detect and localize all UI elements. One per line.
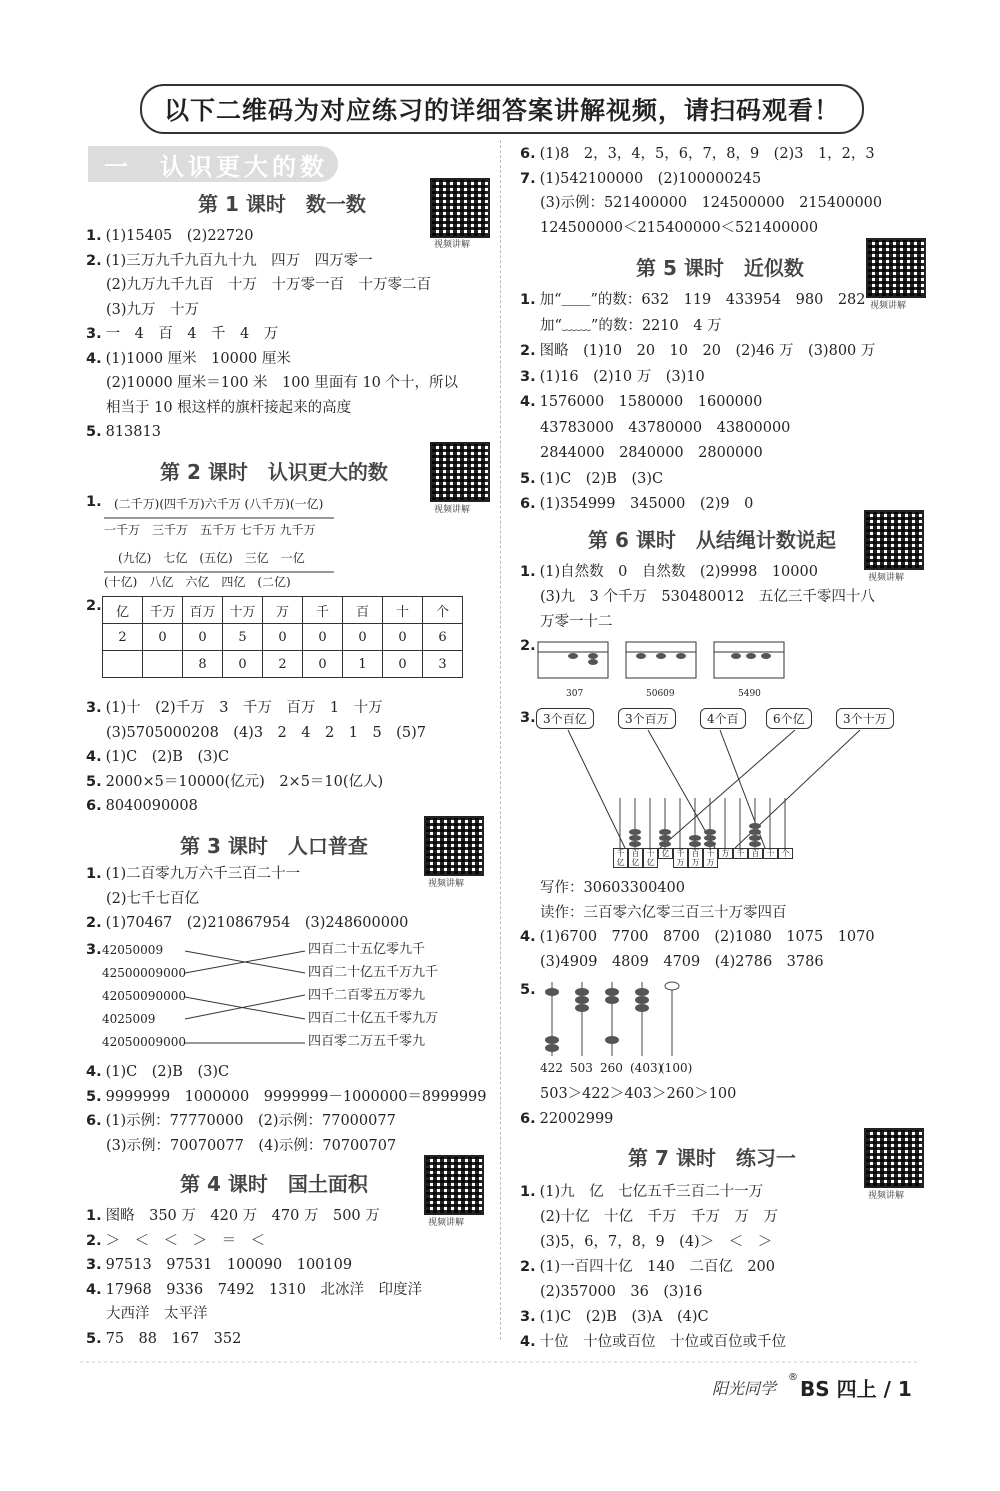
answer-text: 加“﹏﹏”的数：2210 4 万 xyxy=(540,317,722,334)
answer-line xyxy=(540,1232,772,1252)
answer-line xyxy=(86,772,383,792)
unit-box: 3个百亿 xyxy=(536,708,594,729)
unit-box: 4个百 xyxy=(700,708,746,729)
answer-text: (1)三万九千九百九十九 四万 四万零一 xyxy=(105,252,373,269)
qr-code[interactable] xyxy=(430,178,490,238)
match-right-item: 四百二十亿五千万九千 xyxy=(308,965,439,980)
place-label: 百万 xyxy=(688,848,703,868)
question-number: 1. xyxy=(520,564,536,580)
answer-line xyxy=(520,144,875,164)
answer-text: 一 4 百 4 千 4 万 xyxy=(105,326,279,342)
answer-line xyxy=(520,1182,763,1202)
question-number: 2. xyxy=(520,1259,536,1275)
table-cell: 个 xyxy=(423,597,463,624)
question-number: 5. xyxy=(86,1330,102,1347)
answer-text: 17968 9336 7492 1310 北冰洋 印度洋 xyxy=(105,1281,422,1298)
answer-text: (2)七千七百亿 xyxy=(106,890,200,907)
bead-label: 422 xyxy=(540,1061,563,1075)
question-number: 4. xyxy=(520,394,536,410)
answer-line xyxy=(540,612,613,632)
answer-text: (1)16 (2)10 万 (3)10 xyxy=(539,368,705,385)
qr-caption: 视频讲解 xyxy=(428,1218,465,1228)
table-cell: 0 xyxy=(383,651,423,678)
answer-line xyxy=(86,1329,241,1349)
qr-code[interactable] xyxy=(866,238,926,298)
answer-line xyxy=(86,913,408,933)
lesson-4-title: 第 4 课时 国土面积 xyxy=(180,1172,368,1196)
answer-line xyxy=(520,1257,775,1277)
answer-line xyxy=(520,562,818,582)
answer-text: (2)10000 厘米＝100 米 100 里面有 10 个十，所以 xyxy=(106,375,459,391)
table-cell: 1 xyxy=(343,651,383,678)
qr-code[interactable] xyxy=(864,1128,924,1188)
answer-line xyxy=(86,1206,380,1226)
question-number: 3. xyxy=(86,326,102,342)
answer-line xyxy=(106,889,199,909)
question-number: 3. xyxy=(86,700,102,716)
qr-code[interactable] xyxy=(430,442,490,502)
bead-counter xyxy=(540,980,740,1060)
answer-line xyxy=(86,1255,352,1275)
answer-text: (1)二百零九万六千三百二十一 xyxy=(105,866,301,882)
answer-text: 相当于 10 根这样的旗杆接起来的高度 xyxy=(106,399,352,416)
lesson-5-title: 第 5 课时 近似数 xyxy=(636,256,804,280)
answer-text: (1)一百四十亿 140 二百亿 200 xyxy=(539,1259,775,1275)
table-cell xyxy=(143,651,183,678)
banner: 以下二维码为对应练习的详细答案讲解视频，请扫码观看！ xyxy=(140,84,864,134)
answer-line xyxy=(520,469,663,489)
place-label: 十亿 xyxy=(643,848,658,868)
matching-lines xyxy=(185,945,405,1065)
answer-text: 加“＿＿”的数：632 119 433954 980 282 xyxy=(539,292,866,308)
match-left-item: 42500009000 xyxy=(102,966,186,980)
footer-brand: 阳光同学 xyxy=(712,1379,777,1398)
question-number: 2. xyxy=(86,915,102,931)
answer-text: 十位 十位或百位 十位或百位或千位 xyxy=(539,1334,787,1350)
table-cell: 5 xyxy=(223,624,263,651)
place-label: 十 xyxy=(763,848,778,859)
bead-label: (100) xyxy=(660,1061,693,1075)
question-number: 3. xyxy=(520,368,536,385)
answer-text: (1)542100000 (2)100000245 xyxy=(539,170,762,187)
table-cell: 0 xyxy=(183,624,223,651)
answer-text: 9999999 1000000 9999999－1000000＝8999999 xyxy=(105,1088,487,1105)
place-label: 十万 xyxy=(703,848,718,868)
place-label: 千亿 xyxy=(613,848,628,868)
answer-line xyxy=(106,1136,396,1156)
footer-reg: ® xyxy=(788,1372,798,1383)
answer-text: 大西洋 太平洋 xyxy=(106,1306,208,1322)
answer-line xyxy=(106,398,351,418)
answer-line xyxy=(106,275,431,295)
match-right-item: 四百二十五亿零九千 xyxy=(308,942,426,957)
q3-number: 3. xyxy=(520,710,536,726)
question-number: 2. xyxy=(86,1232,102,1249)
qr-caption: 视频讲解 xyxy=(428,879,465,889)
answer-text: 124500000＜215400000＜521400000 xyxy=(540,219,819,236)
place-label: 万 xyxy=(718,848,733,859)
place-label: 个 xyxy=(778,848,793,859)
answer-line xyxy=(86,1231,265,1251)
q2-number: 2. xyxy=(86,598,102,614)
question-number: 6. xyxy=(520,146,536,162)
answer-text: 写作：30603300400 xyxy=(540,880,685,896)
q5-number: 5. xyxy=(520,982,536,998)
question-number: 4. xyxy=(520,929,536,945)
match-right-item: 四百零二万五千零九 xyxy=(308,1034,426,1049)
table-cell: 0 xyxy=(263,624,303,651)
place-value-table xyxy=(102,596,463,678)
answer-text: ＞ ＜ ＜ ＞ ＝ ＜ xyxy=(105,1232,266,1249)
unit-box: 3个十万 xyxy=(836,708,894,729)
answer-text: (3)5705000208 (4)3 2 4 2 1 5 (5)7 xyxy=(106,724,426,741)
answer-line xyxy=(540,587,875,607)
footer-page: BS 四上 / 1 xyxy=(800,1377,912,1401)
answer-line xyxy=(540,418,790,438)
qr-code[interactable] xyxy=(864,510,924,570)
match-left-item: 42050090000 xyxy=(102,989,186,1003)
table-cell: 6 xyxy=(423,624,463,651)
answer-line xyxy=(106,373,458,393)
answer-line xyxy=(106,300,199,320)
question-number: 6. xyxy=(86,798,102,814)
lesson-7-title: 第 7 课时 练习一 xyxy=(628,1146,796,1170)
question-number: 6. xyxy=(520,1111,536,1127)
answer-text: (1)70467 (2)210867954 (3)248600000 xyxy=(105,915,409,931)
place-label: 亿 xyxy=(658,848,673,859)
answer-line xyxy=(540,316,722,336)
answer-text: 图略 (1)10 20 10 20 (2)46 万 (3)800 万 xyxy=(539,343,876,359)
table-cell: 0 xyxy=(343,624,383,651)
table-cell: 千 xyxy=(303,597,343,624)
table-cell: 2 xyxy=(263,651,303,678)
answer-line xyxy=(86,1111,396,1131)
question-number: 5. xyxy=(86,773,102,790)
answer-text: (1)示例：77770000 (2)示例：77000077 xyxy=(105,1113,396,1129)
answer-text: (2)九万九千九百 十万 十万零一百 十万零二百 xyxy=(106,277,432,293)
answer-text: (2)十亿 十亿 千万 千万 万 万 xyxy=(540,1209,779,1225)
numline2-bottom: (十亿) 八亿 六亿 四亿 (二亿) xyxy=(104,575,291,589)
answer-text: (3)5，6，7，8，9 (4)＞ ＜ ＞ xyxy=(540,1234,773,1250)
question-number: 6. xyxy=(86,1113,102,1129)
abacus-label: 5490 xyxy=(738,689,761,699)
place-label: 千 xyxy=(733,848,748,859)
answer-line xyxy=(86,1280,422,1300)
question-number: 4. xyxy=(520,1334,536,1350)
bead-label: 503 xyxy=(570,1061,593,1075)
table-cell: 0 xyxy=(303,624,343,651)
answer-line xyxy=(540,193,882,213)
match-right-item: 四千二百零五万零九 xyxy=(308,988,426,1003)
table-cell: 十 xyxy=(383,597,423,624)
question-number: 2. xyxy=(86,252,102,269)
abacus-drawings xyxy=(536,640,836,690)
answer-text: (1)C (2)B (3)C xyxy=(105,749,230,765)
answer-line xyxy=(520,169,761,189)
answer-text: (3)九 3 个千万 530480012 五亿三千零四十八 xyxy=(540,589,875,605)
table-cell: 百万 xyxy=(183,597,223,624)
qr-code[interactable] xyxy=(424,1155,484,1215)
lesson-1-title: 第 1 课时 数一数 xyxy=(198,192,366,216)
numline-top: (二千万)(四千万)六千万 (八千万)(一亿) xyxy=(114,497,324,511)
table-cell: 0 xyxy=(383,624,423,651)
answer-line xyxy=(86,422,161,442)
answer-text: (3)示例：521400000 124500000 215400000 xyxy=(540,195,883,211)
answer-line xyxy=(520,927,875,947)
answer-line xyxy=(520,367,705,387)
answer-text: (1)C (2)B (3)A (4)C xyxy=(539,1309,709,1325)
question-number: 5. xyxy=(520,470,536,487)
answer-line xyxy=(86,251,373,271)
table-cell: 千万 xyxy=(143,597,183,624)
lesson-3-title: 第 3 课时 人口普查 xyxy=(180,834,368,858)
abacus-label: 50609 xyxy=(646,689,675,699)
answer-line xyxy=(86,1087,487,1107)
column-divider xyxy=(500,140,501,1340)
table-cell xyxy=(103,651,143,678)
answer-line xyxy=(86,747,229,767)
question-number: 1. xyxy=(520,1184,536,1200)
q1-number: 1. xyxy=(86,494,102,510)
answer-line xyxy=(86,796,198,816)
answer-text: 8040090008 xyxy=(105,798,198,814)
qr-caption: 视频讲解 xyxy=(434,240,471,250)
bead-label: (403) xyxy=(630,1061,663,1075)
table-cell: 万 xyxy=(263,597,303,624)
place-label: 百 xyxy=(748,848,763,859)
answer-line xyxy=(540,878,685,898)
answer-text: (1)C (2)B (3)C xyxy=(105,1064,230,1080)
answer-line xyxy=(520,494,753,514)
table-cell: 十万 xyxy=(223,597,263,624)
answer-text: 43783000 43780000 43800000 xyxy=(540,419,791,436)
answer-text: 813813 xyxy=(105,424,161,440)
numline-bottom: 一千万 三千万 五千万 七千万 九千万 xyxy=(104,523,316,537)
question-number: 1. xyxy=(86,228,102,244)
answer-line xyxy=(86,1062,229,1082)
bead-label: 260 xyxy=(600,1061,623,1075)
q3-number: 3. xyxy=(86,942,102,958)
question-number: 3. xyxy=(86,1257,102,1273)
answer-text: 1576000 1580000 1600000 xyxy=(539,394,763,410)
match-right-item: 四百二十亿五千零九万 xyxy=(308,1011,439,1026)
answer-text: (1)自然数 0 自然数 (2)9998 10000 xyxy=(539,564,818,580)
answer-line xyxy=(86,864,300,884)
answer-text: (3)九万 十万 xyxy=(106,301,200,318)
answer-text: (1)十 (2)千万 3 千万 百万 1 十万 xyxy=(105,700,383,716)
answer-line xyxy=(540,903,787,923)
place-label: 千万 xyxy=(673,848,688,868)
answer-text: (3)示例：70070077 (4)示例：70700707 xyxy=(106,1137,397,1154)
bottom-rule xyxy=(80,1360,920,1364)
answer-text: (1)1000 厘米 10000 厘米 xyxy=(105,350,291,367)
answer-text: (1)九 亿 七亿五千三百二十一万 xyxy=(539,1184,764,1200)
question-number: 1. xyxy=(86,1208,102,1224)
answer-line xyxy=(540,218,818,238)
answer-text: 2844000 2840000 2800000 xyxy=(540,445,763,461)
answer-text: 97513 97531 100090 100109 xyxy=(105,1257,353,1273)
question-number: 3. xyxy=(520,1309,536,1325)
question-number: 1. xyxy=(520,292,536,308)
question-number: 1. xyxy=(86,866,102,882)
place-label: 百亿 xyxy=(628,848,643,868)
question-number: 2. xyxy=(520,343,536,359)
answer-line xyxy=(520,392,762,412)
answer-text: (1)6700 7700 8700 (2)1080 1075 1070 xyxy=(539,929,875,945)
question-number: 7. xyxy=(520,170,536,187)
q2-number: 2. xyxy=(520,638,536,654)
answer-line xyxy=(520,1109,613,1129)
qr-caption: 视频讲解 xyxy=(870,301,907,311)
lesson-6-title: 第 6 课时 从结绳计数说起 xyxy=(588,528,836,552)
question-number: 5. xyxy=(86,1088,102,1105)
answer-line xyxy=(520,341,875,361)
qr-code[interactable] xyxy=(424,816,484,876)
match-left-item: 42050009 xyxy=(102,943,164,957)
answer-line xyxy=(520,1307,709,1327)
table-cell: 3 xyxy=(423,651,463,678)
table-cell: 0 xyxy=(143,624,183,651)
answer-text: (1)15405 (2)22720 xyxy=(105,228,254,244)
table-cell: 2 xyxy=(103,624,143,651)
answer-line xyxy=(86,226,253,246)
answer-line xyxy=(520,290,866,310)
answer-text: (2)357000 36 (3)16 xyxy=(540,1284,703,1300)
answer-line xyxy=(86,349,291,369)
answer-text: 22002999 xyxy=(539,1111,614,1127)
answer-line xyxy=(540,1207,778,1227)
table-cell: 0 xyxy=(223,651,263,678)
answer-text: 图略 350 万 420 万 470 万 500 万 xyxy=(105,1208,380,1224)
question-number: 4. xyxy=(86,749,102,765)
question-number: 4. xyxy=(86,1281,102,1298)
answer-text: 2000×5＝10000(亿元) 2×5＝10(亿人) xyxy=(105,773,384,790)
qr-caption: 视频讲解 xyxy=(868,1191,905,1201)
match-left-item: 4025009 xyxy=(102,1012,156,1026)
answer-line xyxy=(106,1304,208,1324)
answer-line xyxy=(540,952,824,972)
match-left-item: 42050009000 xyxy=(102,1035,186,1049)
question-number: 6. xyxy=(520,496,536,512)
unit-box: 6个亿 xyxy=(766,708,812,729)
table-cell: 百 xyxy=(343,597,383,624)
answer-line xyxy=(540,1084,736,1104)
question-number: 4. xyxy=(86,1064,102,1080)
answer-line xyxy=(520,1332,786,1352)
question-number: 5. xyxy=(86,424,102,440)
answer-text: (1)8 2，3，4，5，6，7，8，9 (2)3 1，2，3 xyxy=(539,146,875,162)
answer-line xyxy=(86,324,278,344)
answer-text: 万零一十二 xyxy=(540,614,613,630)
answer-text: 503＞422＞403＞260＞100 xyxy=(540,1086,737,1102)
numline2-top: (九亿) 七亿 (五亿) 三亿 一亿 xyxy=(118,551,305,565)
answer-line xyxy=(106,723,426,743)
answer-text: 读作：三百零六亿零三百三十万零四百 xyxy=(540,904,787,921)
question-number: 4. xyxy=(86,350,102,367)
unit-box: 3个百万 xyxy=(618,708,676,729)
qr-caption: 视频讲解 xyxy=(434,505,471,515)
answer-text: (1)C (2)B (3)C xyxy=(539,470,664,487)
answer-text: (1)354999 345000 (2)9 0 xyxy=(539,496,754,512)
answer-line xyxy=(540,443,763,463)
table-cell: 亿 xyxy=(103,597,143,624)
lesson-2-title: 第 2 课时 认识更大的数 xyxy=(160,460,388,484)
table-cell: 0 xyxy=(303,651,343,678)
answer-line xyxy=(86,698,383,718)
answer-text: 75 88 167 352 xyxy=(105,1330,242,1347)
abacus-label: 307 xyxy=(566,689,584,699)
table-cell: 8 xyxy=(183,651,223,678)
answer-text: (3)4909 4809 4709 (4)2786 3786 xyxy=(540,953,824,970)
answer-line xyxy=(540,1282,702,1302)
unit-title: 一 认识更大的数 xyxy=(88,146,338,182)
qr-caption: 视频讲解 xyxy=(868,573,905,583)
